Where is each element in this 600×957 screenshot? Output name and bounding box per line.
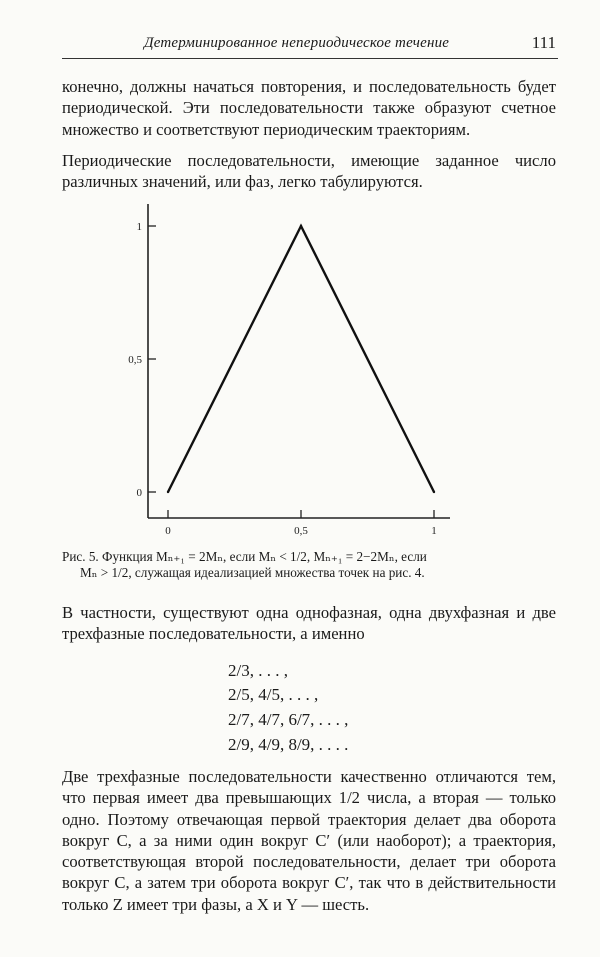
y-tick-label: 0 (136, 487, 142, 499)
x-tick-label: 0,5 (294, 525, 308, 537)
tent-function-line (168, 226, 434, 492)
paragraph-2-text: Периодические последовательности, имеющие заданное число различных значений, или фаз, легко табулируются. (62, 151, 556, 192)
y-tick-label: 0,5 (128, 354, 142, 366)
y-tick-label: 1 (136, 221, 142, 233)
running-header (62, 34, 558, 59)
figure-caption (62, 549, 556, 581)
page-number: 111 (531, 33, 556, 52)
paragraph-4: Две трехфазные последовательности качественно отличаются тем, что первая имеет два превышающих 1/2 числа, а вторая — только одно. Поэтому отвечающая первой траектория делает два оборота вокруг C, а за ними один вокруг C′ (или наоборот); а траектория, соответствующая второй последовательности, делает три оборота вокруг C, а затем три оборота вокруг C′, так что в действительности только Z имеет три фазы, а X и Y — шесть. (62, 767, 556, 914)
caption-line-1: Рис. 5. Функция Mₙ₊₁ = 2Mₙ, если Mₙ < 1/2, Mₙ₊₁ = 2−2Mₙ, если (62, 549, 427, 564)
x-tick-label: 0 (165, 525, 171, 537)
sequence-4: 2/9, 4/9, 8/9, . . . . (228, 735, 349, 754)
tent-map-chart (120, 196, 460, 546)
running-title: Детерминированное непериодическое течение (144, 35, 450, 51)
paragraph-1: конечно, должны начаться повторения, и последовательность будет периодической. Эти последовательности также образуют счетное множество и соответствуют периодическим траекториям. (62, 77, 556, 139)
x-tick-label: 1 (431, 525, 437, 537)
figure-5 (120, 196, 460, 546)
data-point (167, 491, 169, 493)
paragraph-3: В частности, существуют одна однофазная, одна двухфазная и две трехфазные последовательности, а именно (62, 603, 556, 644)
data-point (433, 491, 435, 493)
data-point (300, 225, 302, 227)
sequence-1: 2/3, . . . , (228, 661, 288, 680)
caption-line-2: Mₙ > 1/2, служащая идеализацией множества точек на рис. 4. (80, 565, 425, 580)
sequence-2: 2/5, 4/5, . . . , (228, 685, 319, 704)
paragraph-2 (62, 150, 556, 193)
sequence-3: 2/7, 4/7, 6/7, . . . , (228, 710, 349, 729)
